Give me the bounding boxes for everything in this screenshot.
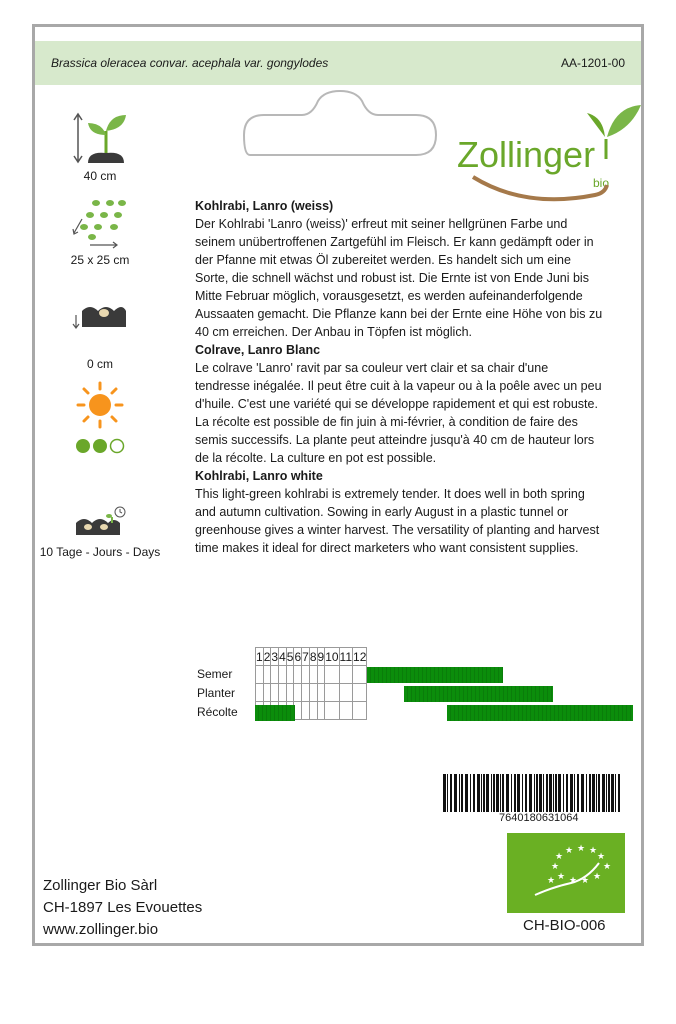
company-address — [43, 875, 202, 941]
seed-packet — [32, 24, 644, 946]
company-name: Zollinger Bio Sàrl — [43, 877, 158, 894]
svg-text:★: ★ — [597, 852, 606, 862]
fr-text: Le colrave 'Lanro' ravit par sa couleur vert clair et sa chair d'une tendresse inégalée. Il peut être cuit à la vapeur ou à la poêle avec un peu d'huile. C'est une variété qui se développe rapidement et qui est robuste. La récolte est possible de fin juin à mi-février, à condition de faire des semis successifs. La plante peut atteindre jusqu'à 40 cm de hauteur lors de la récolte. La culture en pot est possible. — [195, 361, 602, 465]
svg-text:★: ★ — [603, 862, 612, 872]
calendar-row-label: Récolte — [197, 705, 238, 719]
en-text: This light-green kohlrabi is extremely tender. It does well in both spring and autumn cultivation. Sowing in early August in a plastic tunnel or greenhouse gives a winter harvest. The versatility of planting and harvest time makes it ideal for direct marketers who want consistent supplies. — [195, 487, 600, 555]
calendar-cell — [353, 666, 367, 684]
logo-leaf-right-icon — [607, 105, 641, 137]
calendar-cell — [353, 684, 367, 702]
de-text: Der Kohlrabi 'Lanro (weiss)' erfreut mit seiner hellgrünen Farbe und seinem unübertroffenen Zartgefühl im Fleisch. Er kann gedämpft oder in der Pfanne mit etwas Öl zubereitet werden. Es handelt sich um eine Sorte, die schnell wächst und robust ist. Die Ernte ist von Ende Juni bis Mitte Februar möglich, vorausgesetzt, es werden aufeinanderfolgende Aussaaten gemacht. Die Pflanze kann bei der Ernte eine Höhe von bis zu 40 cm erreichen. Der Anbau in Töpfen ist möglich. — [195, 217, 603, 339]
latin-name: Brassica oleracea convar. acephala var. gongylodes — [51, 56, 329, 70]
calendar-cell — [286, 684, 294, 702]
calendar-cell — [317, 684, 325, 702]
month-header: 2 — [263, 649, 271, 664]
calendar-cell — [309, 666, 317, 684]
germination-time-icon — [72, 505, 128, 539]
calendar-cell — [256, 684, 264, 702]
barcode-number: 7640180631064 — [499, 812, 579, 824]
svg-text:★: ★ — [577, 844, 586, 854]
calendar-cell — [294, 666, 302, 684]
calendar-cell — [302, 666, 310, 684]
sun-info — [35, 381, 165, 429]
en-title: Kohlrabi, Lanro white — [195, 469, 323, 483]
water-info — [35, 437, 165, 455]
calendar-period-bar — [255, 705, 295, 721]
calendar-cell — [256, 666, 264, 684]
plant-spacing-icon — [70, 197, 130, 249]
calendar-cell — [263, 684, 271, 702]
month-header: 5 — [286, 649, 294, 664]
article-code: AA-1201-00 — [560, 56, 625, 70]
calendar-cell — [279, 684, 287, 702]
company-website[interactable]: www.zollinger.bio — [43, 921, 159, 938]
height-label: 40 cm — [83, 169, 117, 183]
calendar-cell — [309, 702, 317, 720]
height-info — [35, 111, 165, 183]
calendar-cell — [279, 666, 287, 684]
calendar-cell — [302, 684, 310, 702]
calendar-cell — [353, 702, 367, 720]
calendar-cell — [339, 666, 352, 684]
calendar-cell — [309, 684, 317, 702]
calendar-cell — [317, 666, 325, 684]
month-header: 7 — [302, 649, 309, 664]
calendar-cell — [263, 666, 271, 684]
month-header: 3 — [271, 649, 279, 664]
description-block — [195, 197, 605, 557]
logo-sub-text: bio — [593, 176, 610, 190]
company-location: CH-1897 Les Evouettes — [43, 899, 203, 916]
barcode-icon — [441, 774, 623, 812]
logo-root-swoosh-icon — [473, 176, 610, 199]
svg-text:★: ★ — [581, 876, 590, 886]
calendar-row-label: Planter — [197, 686, 236, 700]
svg-text:★: ★ — [565, 846, 574, 856]
svg-text:★: ★ — [547, 876, 556, 886]
hang-hole-outline — [240, 89, 440, 185]
svg-text:★: ★ — [593, 872, 602, 882]
svg-text:★: ★ — [589, 846, 598, 856]
fr-title: Colrave, Lanro Blanc — [195, 343, 321, 357]
month-header: 4 — [279, 649, 286, 664]
eu-organic-logo — [507, 833, 625, 913]
calendar-cell — [286, 666, 294, 684]
depth-info — [35, 297, 165, 371]
calendar-row-label: Semer — [197, 667, 233, 681]
svg-text:★: ★ — [551, 862, 560, 872]
svg-text:★: ★ — [569, 876, 578, 886]
spacing-info — [35, 197, 165, 267]
eu-organic-leaf-icon — [507, 833, 625, 913]
calendar-cell — [302, 702, 310, 720]
germination-label: 10 Tage - Jours - Days — [39, 545, 161, 559]
month-header: 1 — [256, 649, 263, 664]
logo-text: Zollinger — [457, 134, 596, 175]
header-band — [35, 41, 641, 85]
svg-text:★: ★ — [555, 852, 564, 862]
calendar-period-bar — [367, 667, 503, 683]
calendar-period-bar — [447, 705, 633, 721]
month-header: 8 — [309, 649, 317, 664]
calendar-cell — [317, 702, 325, 720]
month-header: 9 — [317, 649, 325, 664]
month-header: 12 — [353, 649, 367, 664]
sun-icon — [76, 381, 124, 429]
calendar-cell — [271, 684, 279, 702]
sowing-depth-icon — [70, 297, 130, 333]
month-header: 6 — [294, 649, 302, 664]
calendar-cell — [325, 684, 339, 702]
plant-height-icon — [72, 111, 128, 165]
depth-label: 0 cm — [86, 357, 113, 371]
spacing-label: 25 x 25 cm — [70, 253, 130, 267]
de-title: Kohlrabi, Lanro (weiss) — [195, 199, 334, 213]
water-level-icon — [74, 437, 126, 455]
month-header: 10 — [325, 649, 339, 664]
calendar-cell — [294, 684, 302, 702]
germination-info — [35, 505, 165, 559]
calendar-cell — [339, 702, 352, 720]
calendar-cell — [339, 684, 352, 702]
calendar-cell — [271, 666, 279, 684]
calendar-period-bar — [404, 686, 553, 702]
month-header: 11 — [339, 649, 353, 664]
certification-code: CH-BIO-006 — [523, 917, 606, 934]
calendar-cell — [325, 666, 339, 684]
svg-text:★: ★ — [557, 872, 566, 882]
calendar-cell — [325, 702, 339, 720]
